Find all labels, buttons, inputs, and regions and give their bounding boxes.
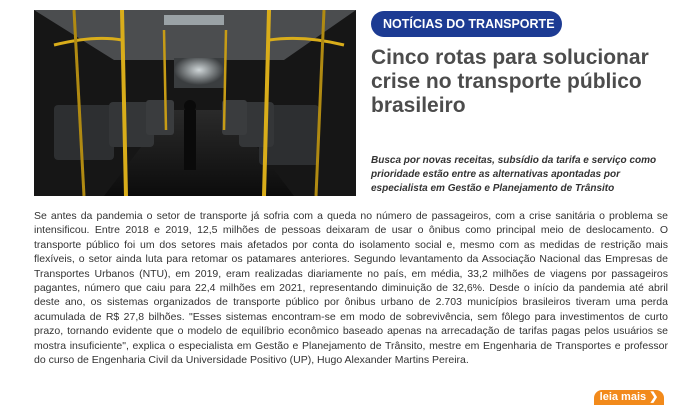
chevron-right-icon: ❯: [649, 391, 659, 403]
section-badge[interactable]: NOTÍCIAS DO TRANSPORTE: [371, 11, 562, 37]
read-more-button[interactable]: [594, 390, 664, 405]
article-headline[interactable]: Cinco rotas para solucionar crise no transporte público brasileiro: [371, 46, 649, 117]
read-more-label: leia mais: [599, 391, 647, 403]
article-body: Se antes da pandemia o setor de transporte já sofria com a queda no número de passageiros, com a crise sanitária o problema se intensificou. Entre 2018 e 2019, 12,5 milhões de pessoas deixaram de usar o ônibus como principal meio de deslocamento. O transporte público foi um dos setores mais afetados por conta do isolamento social e, mesmo com as medidas de restrição mais flexíveis, o setor ainda luta para retomar os patamares anteriores. Segundo levantamento da Associação Nacional das Empresas de Transportes Urbanos (NTU), em 2019, eram realizadas diariamente no país, em média, 33,2 milhões de viagens por passageiros pagantes, número que caiu para 22,4 milhões em 2021, representando diminuição de 32,6%. Desde o início da pandemia até abril deste ano, os sistemas organizados de transporte público por ônibus urbano de 2.703 municípios brasileiros tiveram uma perda acumulada de R$ 27,8 bilhões. "Esses sistemas encontram-se em modo de sobrevivência, sem fôlego para investimentos de curto prazo, tornando evidente que o modelo de equilíbrio econômico baseado apenas na arrecadação de tarifas pagas pelos usuários se mostra insuficiente", explica o especialista em Gestão e Planejamento de Trânsito, mestre em Engenharia de Transportes e professor do curso de Engenharia Civil da Universidade Positivo (UP), Hugo Alexander Martins Pereira.: [34, 210, 668, 367]
article-subtitle: Busca por novas receitas, subsídio da tarifa e serviço como prioridade estão entre as alternativas apontadas por especialista em Gestão e Planejamento de Trânsito: [371, 155, 657, 194]
article-photo-bus-interior: [34, 10, 356, 196]
